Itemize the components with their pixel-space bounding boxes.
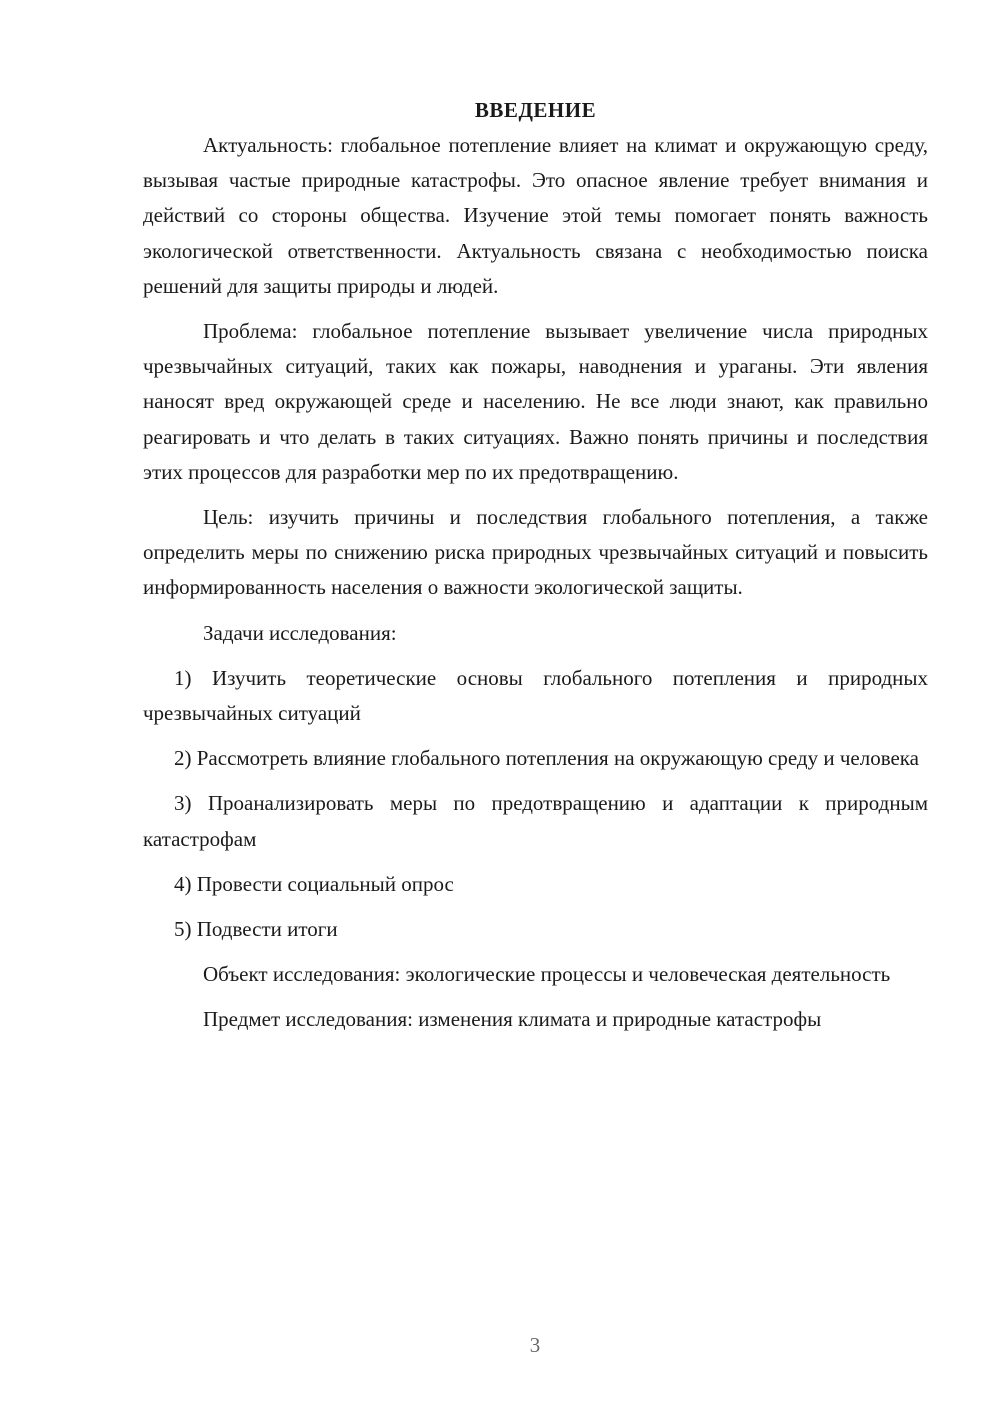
research-subject-paragraph: Предмет исследования: изменения климата и природные катастрофы <box>203 1007 822 1032</box>
document-page <box>143 93 928 1048</box>
research-object-paragraph: Объект исследования: экологические процессы и человеческая деятельность <box>203 962 891 987</box>
task-item-4: 4) Провести социальный опрос <box>174 871 454 896</box>
task-item-2: 2) Рассмотреть влияние глобального потепления на окружающую среду и человека <box>174 746 920 771</box>
goal-paragraph: Цель: изучить причины и последствия глобального потепления, а также определить меры по снижению риска природных чрезвычайных ситуаций и повысить информированность населения о важности экологической защиты. <box>143 505 928 600</box>
document-title: ВВЕДЕНИЕ <box>474 98 597 122</box>
task-item-1: 1) Изучить теоретические основы глобального потепления и природных чрезвычайных ситуаций <box>143 665 928 726</box>
relevance-paragraph: Актуальность: глобальное потепление влияет на климат и окружающую среду, вызывая частые природные катастрофы. Это опасное явление требует внимания и действий со стороны общества. Изучение этой темы помогает понять важность экологической ответственности. Актуальность связана с необходимостью поиска решений для защиты природы и людей. <box>143 133 928 298</box>
problem-paragraph: Проблема: глобальное потепление вызывает увеличение числа природных чрезвычайных ситуаций, таких как пожары, наводнения и ураганы. Эти явления наносят вред окружающей среде и населению. Не все люди знают, как правильно реагировать и что делать в таких ситуациях. Важно понять причины и последствия этих процессов для разработки мер по их предотвращению. <box>143 319 928 484</box>
tasks-heading: Задачи исследования: <box>203 620 397 645</box>
page-number: 3 <box>529 1333 541 1357</box>
task-item-5: 5) Подвести итоги <box>174 917 338 942</box>
task-item-3: 3) Проанализировать меры по предотвращению и адаптации к природным катастрофам <box>143 791 928 851</box>
